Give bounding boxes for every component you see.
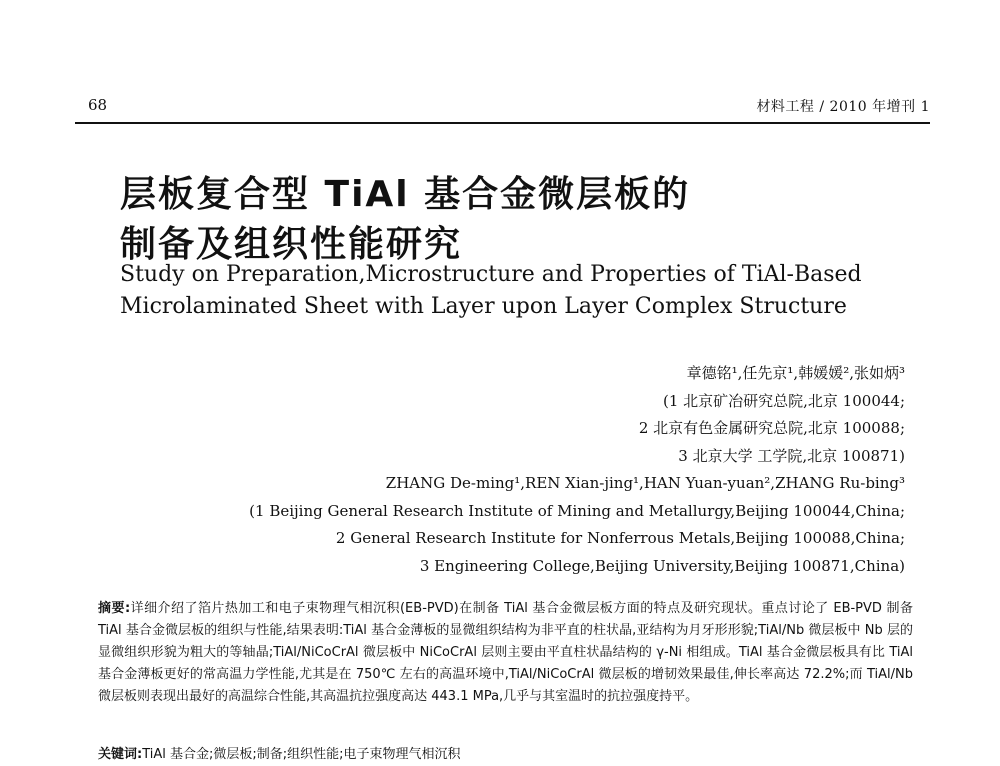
chinese-title-line-2: 制备及组织性能研究	[120, 224, 463, 265]
header-rule	[75, 122, 930, 124]
journal-header: 材料工程 / 2010 年增刊 1	[756, 99, 930, 115]
keywords-label: 关键词:	[98, 747, 143, 762]
english-title	[120, 259, 862, 323]
authors-chinese: 章德铭¹,任先京¹,韩媛媛²,张如炳³	[686, 364, 905, 382]
chinese-title-line-1: 层板复合型 TiAl 基合金微层板的	[120, 174, 691, 215]
abstract	[98, 598, 913, 708]
affiliation-cn-2: 2 北京有色金属研究总院,北京 100088;	[638, 419, 905, 437]
english-title-line-1: Study on Preparation,Microstructure and Properties of TiAl-Based	[120, 262, 862, 287]
abstract-text: 详细介绍了箔片热加工和电子束物理气相沉积(EB-PVD)在制备 TiAl 基合金微层板方面的特点及研究现状。重点讨论了 EB-PVD 制备 TiAl 基合金微层板的组织与性能,结果表明:TiAl 基合金薄板的显微组织结构为非平直的柱状晶,亚结构为月牙形形貌;TiAl/Nb 微层板中 Nb 层的显微组织形貌为粗大的等轴晶;TiAl/NiCoCrAl 微层板中 NiCoCrAl 层则主要由平直柱状晶结构的 γ-Ni 相组成。TiAl 基合金微层板具有比 TiAl 基合金薄板更好的常高温力学性能,尤其是在 750℃ 左右的高温环境中,TiAl/NiCoCrAl 微层板的增韧效果最佳,伸长率高达 72.2%;而 TiAl/Nb 微层板则表现出最好的高温综合性能,其高温抗拉强度高达 443.1 MPa,几乎与其室温时的抗拉强度持平。	[98, 601, 913, 704]
page-number: 68	[88, 96, 108, 114]
abstract-label: 摘要:	[98, 601, 131, 616]
affiliation-en-1: (1 Beijing General Research Institute of Mining and Metallurgy,Beijing 100044,China;	[249, 501, 905, 520]
author-block	[249, 360, 905, 580]
affiliation-en-2: 2 General Research Institute for Nonferrous Metals,Beijing 100088,China;	[335, 529, 905, 547]
english-title-line-2: Microlaminated Sheet with Layer upon Layer Complex Structure	[120, 294, 847, 319]
affiliation-en-3: 3 Engineering College,Beijing University,Beijing 100871,China)	[419, 556, 905, 575]
affiliation-cn-3: 3 北京大学 工学院,北京 100871)	[678, 446, 905, 465]
authors-english: ZHANG De-ming¹,REN Xian-jing¹,HAN Yuan-yuan²,ZHANG Ru-bing³	[385, 474, 905, 492]
keywords-text: TiAl 基合金;微层板;制备;组织性能;电子束物理气相沉积	[142, 747, 461, 762]
keywords	[98, 744, 913, 766]
affiliation-cn-1: (1 北京矿冶研究总院,北京 100044;	[662, 391, 905, 410]
chinese-title	[120, 170, 690, 270]
